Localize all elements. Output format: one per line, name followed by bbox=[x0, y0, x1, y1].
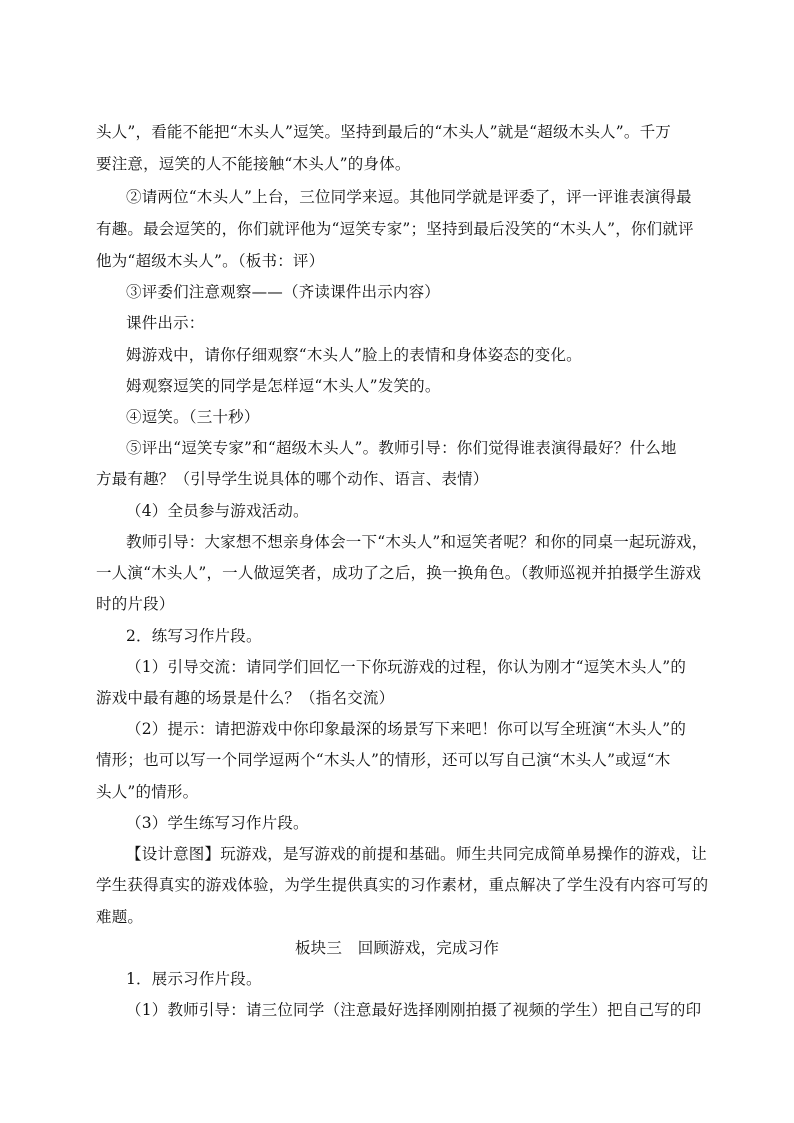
text-line: 一人演“木头人”，一人做逗笑者，成功了之后，换一换角色。（教师巡视并拍摄学生游戏 bbox=[96, 564, 702, 582]
text-line: （2）提示：请把游戏中你印象最深的场景写下来吧！你可以写全班演“木头人”的 bbox=[126, 720, 687, 738]
text-line: ②请两位“木头人”上台，三位同学来逗。其他同学就是评委了，评一评谁表演得最 bbox=[126, 188, 692, 206]
text-line: 要注意，逗笑的人不能接触“木头人”的身体。 bbox=[96, 155, 411, 173]
text-line: 2．练写习作片段。 bbox=[126, 627, 262, 645]
text-line: 学生获得真实的游戏体验，为学生提供真实的习作素材，重点解决了学生没有内容可写的 bbox=[96, 876, 709, 894]
text-line: 教师引导：大家想不想亲身体会一下“木头人”和逗笑者呢？和你的同桌一起玩游戏， bbox=[126, 533, 708, 551]
section-heading: 板块三 回顾游戏，完成习作 bbox=[294, 939, 500, 957]
text-line: ③评委们注意观察——（齐读课件出示内容） bbox=[126, 283, 441, 301]
text-line: （4）全员参与游戏活动。 bbox=[126, 502, 309, 520]
text-line: 难题。 bbox=[96, 908, 144, 926]
text-line: 时的片段） bbox=[96, 595, 175, 613]
text-line: （3）学生练写习作片段。 bbox=[126, 814, 309, 832]
text-line: 有趣。最会逗笑的，你们就评他为“逗笑专家”；坚持到最后没笑的“木头人”，你们就评 bbox=[96, 220, 694, 238]
text-line: ④逗笑。（三十秒） bbox=[126, 408, 260, 426]
text-line: 姆观察逗笑的同学是怎样逗“木头人”发笑的。 bbox=[126, 377, 441, 395]
text-line: 他为“超级木头人”。（板书：评） bbox=[96, 252, 325, 270]
text-line: （1）引导交流：请同学们回忆一下你玩游戏的过程，你认为刚才“逗笑木头人”的 bbox=[126, 658, 687, 676]
text-line: 头人”的情形。 bbox=[96, 783, 199, 801]
text-line: 1．展示习作片段。 bbox=[126, 970, 262, 988]
text-line: 情形；也可以写一个同学逗两个“木头人”的情形，还可以写自己演“木头人”或逗“木 bbox=[96, 751, 671, 769]
text-line: 姆游戏中，请你仔细观察“木头人”脸上的表情和身体姿态的变化。 bbox=[126, 346, 582, 364]
text-line: 头人”，看能不能把“木头人”逗笑。坚持到最后的“木头人”就是“超级木头人”。千万 bbox=[96, 123, 671, 141]
text-line: 方最有趣？（引导学生说具体的哪个动作、语言、表情） bbox=[96, 470, 489, 488]
text-line: ⑤评出“逗笑专家”和“超级木头人”。教师引导：你们觉得谁表演得最好？什么地 bbox=[126, 439, 677, 457]
text-line: 游戏中最有趣的场景是什么？（指名交流） bbox=[96, 689, 395, 707]
text-line: （1）教师引导：请三位同学（注意最好选择刚刚拍摄了视频的学生）把自己写的印 bbox=[126, 1001, 702, 1019]
text-line: 【设计意图】玩游戏，是写游戏的前提和基础。师生共同完成简单易操作的游戏，让 bbox=[126, 845, 707, 863]
text-line: 课件出示： bbox=[126, 314, 205, 332]
